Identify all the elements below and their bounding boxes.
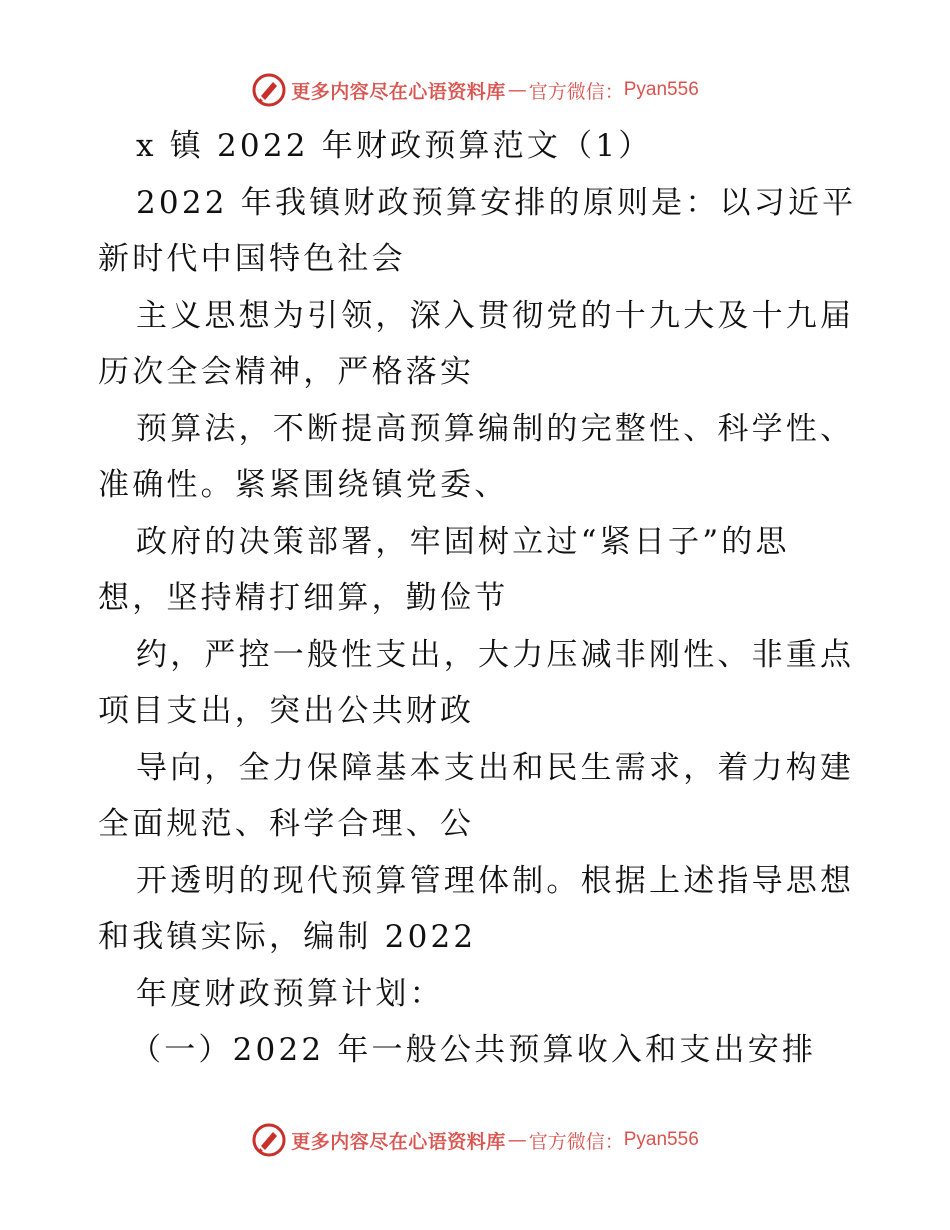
paragraph-line: 开透明的现代预算管理体制。根据上述指导思想	[136, 862, 855, 899]
watermark-account: Pyan556	[623, 79, 699, 100]
document-title: x 镇 2022 年财政预算范文（1）	[136, 128, 653, 164]
paragraph-line: 准确性。紧紧围绕镇党委、	[98, 467, 509, 503]
paragraph-line: 历次全会精神，严格落实	[98, 354, 475, 390]
header-watermark	[0, 70, 950, 110]
paragraph-line: 政府的决策部署，牢固树立过“紧日子”的思	[136, 523, 790, 560]
paragraph-line: 2022 年我镇财政预算安排的原则是：以习近平	[136, 184, 857, 221]
paragraph-line: 约，严控一般性支出，大力压减非刚性、非重点	[136, 636, 855, 673]
paragraph-line: 和我镇实际，编制 2022	[98, 919, 477, 955]
watermark-account: Pyan556	[623, 1129, 699, 1150]
logo-icon	[251, 72, 287, 108]
section-heading: （一）2022 年一般公共预算收入和支出安排	[130, 1032, 817, 1068]
paragraph-line: 年度财政预算计划：	[136, 975, 444, 1012]
paragraph-line: 项目支出，突出公共财政	[98, 693, 475, 729]
watermark-official-text: 官方微信：	[528, 1130, 624, 1153]
paragraph-line: 导向，全力保障基本支出和民生需求，着力构建	[136, 749, 855, 786]
paragraph-line: 预算法，不断提高预算编制的完整性、科学性、	[136, 410, 855, 447]
watermark-official-text: 官方微信：	[528, 80, 624, 103]
document-body	[98, 118, 858, 1079]
paragraph-line: 想，坚持精打细算，勤俭节	[98, 580, 509, 616]
logo-icon	[251, 1122, 287, 1158]
paragraph-line: 新时代中国特色社会	[98, 241, 406, 277]
paragraph-line: 全面规范、科学合理、公	[98, 806, 475, 842]
footer-watermark	[0, 1120, 950, 1160]
watermark-separator: —	[507, 79, 527, 101]
paragraph-line: 主义思想为引领，深入贯彻党的十九大及十九届	[136, 297, 855, 334]
watermark-main-text: 更多内容尽在心语资料库	[291, 80, 506, 103]
watermark-main-text: 更多内容尽在心语资料库	[291, 1130, 506, 1153]
watermark-separator: —	[507, 1129, 527, 1151]
